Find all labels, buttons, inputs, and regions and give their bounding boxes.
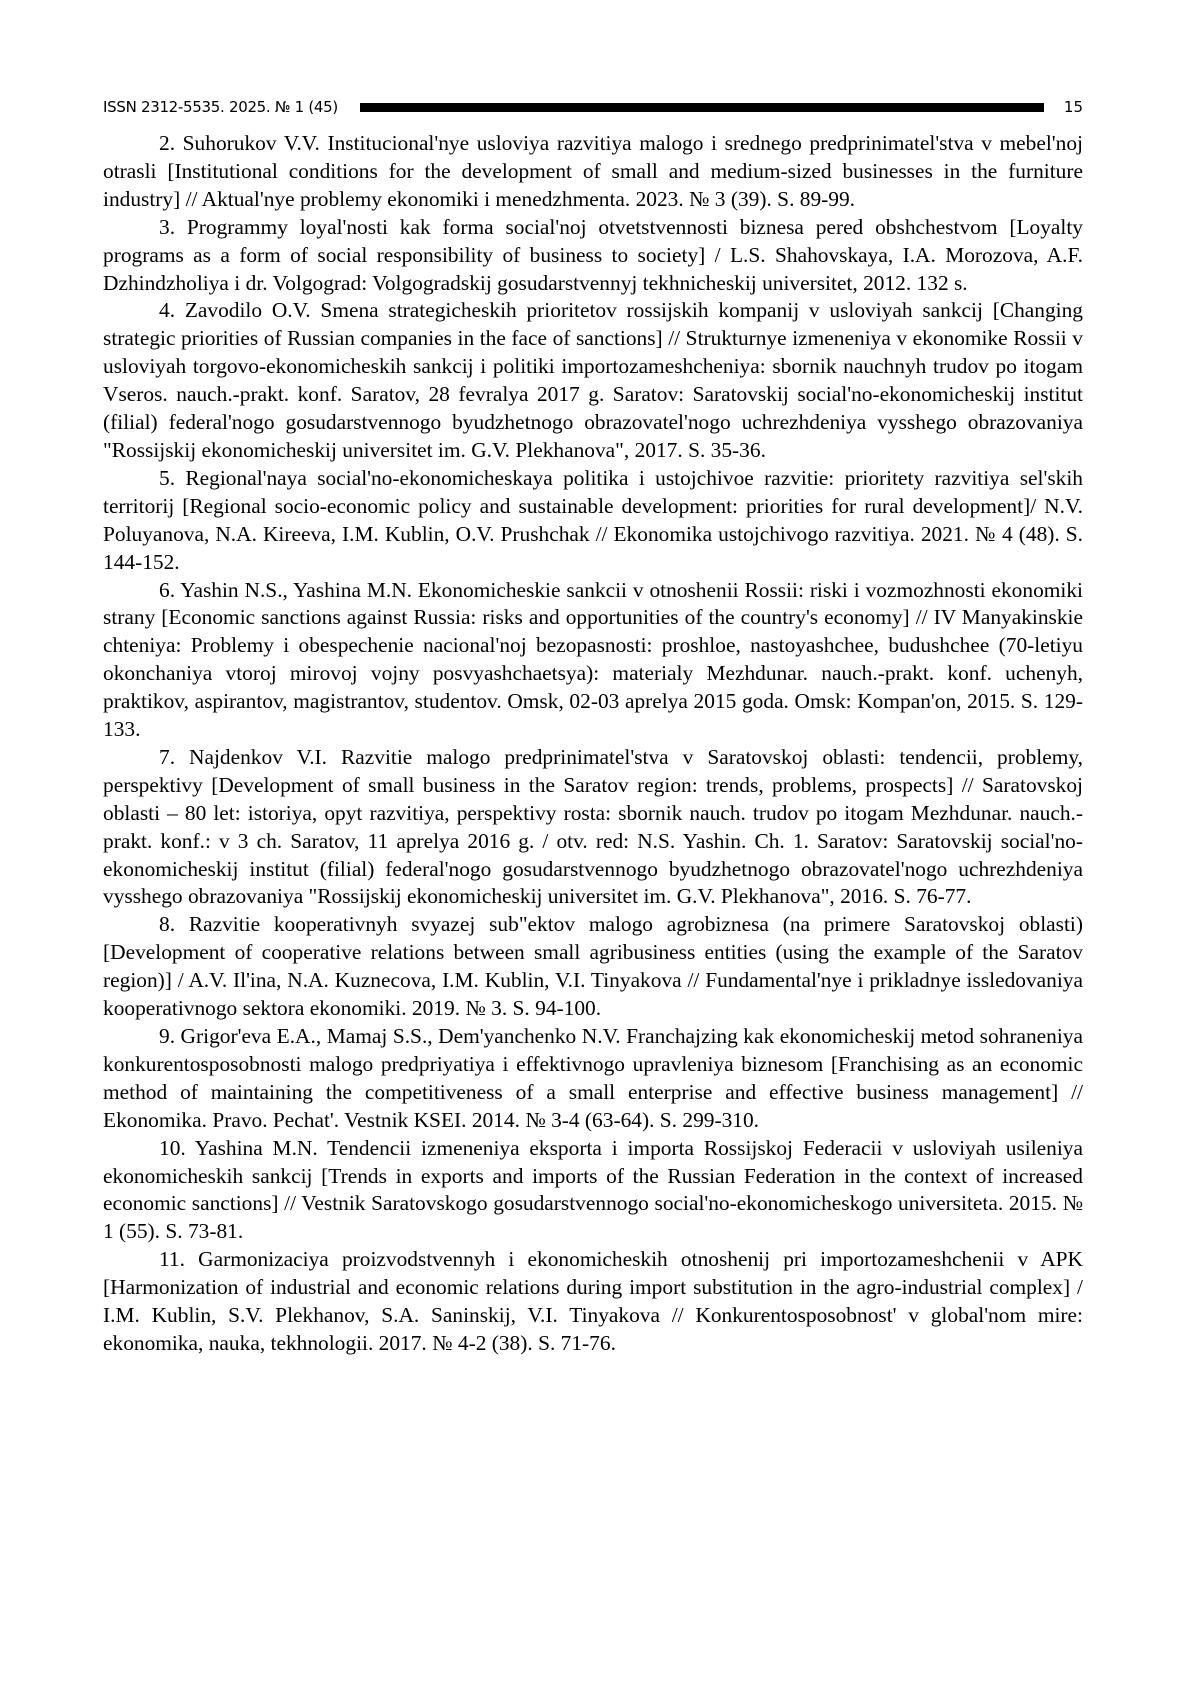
reference-item: 8. Razvitie kooperativnyh svyazej sub"ektov malogo agrobiznesa (na primere Saratovskoj oblasti) [Development of cooperative relations between small agribusiness entities (using the example of the Saratov region)] / A.V. Il'ina, N.A. Kuznecova, I.M. Kublin, V.I. Tinyakova // Fundamental'nye i prikladnye issledovaniya kooperativnogo sektora ekonomiki. 2019. № 3. S. 94-100. bbox=[103, 912, 1083, 1021]
reference-item: 9. Grigor'eva E.A., Mamaj S.S., Dem'yanchenko N.V. Franchajzing kak ekonomicheskij metod sohraneniya konkurentosposobnosti malogo predpriyatiya i effektivnogo upravleniya biznesom [Franchising as an economic method of maintaining the competitiveness of a small enterprise and effective business management] // Ekonomika. Pravo. Pechat'. Vestnik KSEI. 2014. № 3-4 (63-64). S. 299-310. bbox=[103, 1024, 1083, 1132]
page-number: 15 bbox=[1063, 98, 1083, 116]
reference-item: 6. Yashin N.S., Yashina M.N. Ekonomicheskie sankcii v otnoshenii Rossii: riski i vozmozhnosti ekonomiki strany [Economic sanctions against Russia: risks and opportunities of the country's economy] // IV Manyakinskie chteniya: Problemy i obespechenie nacional'noj bezopasnosti: proshloe, nastoyashchee, budushchee (70-letiyu okonchaniya vtoroj mirovoj vojny posvyashchaetsya): materialy Mezhdunar. nauch.-prakt. konf. uchenyh, praktikov, aspirantov, magistrantov, studentov. Omsk, 02-03 aprelya 2015 goda. Omsk: Kompan'on, 2015. S. 129-133. bbox=[103, 577, 1083, 742]
reference-list bbox=[103, 130, 1083, 1358]
header-rule bbox=[360, 103, 1044, 112]
reference-item: 10. Yashina M.N. Tendencii izmeneniya eksporta i importa Rossijskoj Federacii v usloviyah usileniya ekonomicheskih sankcij [Trends in exports and imports of the Russian Federation in the context of increased economic sanctions] // Vestnik Saratovskogo gosudarstvennogo social'no-ekonomicheskogo universiteta. 2015. № 1 (55). S. 73-81. bbox=[103, 1135, 1083, 1244]
reference-item: 11. Garmonizaciya proizvodstvennyh i ekonomicheskih otnoshenij pri importozameshchenii v APK [Harmonization of industrial and economic relations during import substitution in the agro-industrial complex] / I.M. Kublin, S.V. Plekhanov, S.A. Saninskij, V.I. Tinyakova // Konkurentosposobnost' v global'nom mire: ekonomika, nauka, tekhnologii. 2017. № 4-2 (38). S. 71-76. bbox=[103, 1247, 1083, 1355]
reference-item: 2. Suhorukov V.V. Institucional'nye usloviya razvitiya malogo i srednego predprinimatel'stva v mebel'noj otrasli [Institutional conditions for the development of small and medium-sized businesses in the furniture industry] // Aktual'nye problemy ekonomiki i menedzhmenta. 2023. № 3 (39). S. 89-99. bbox=[103, 131, 1083, 211]
reference-item: 7. Najdenkov V.I. Razvitie malogo predprinimatel'stva v Saratovskoj oblasti: tendencii, problemy, perspektivy [Development of small business in the Saratov region: trends, problems, prospects] // Saratovskoj oblasti – 80 let: istoriya, opyt razvitiya, perspektivy rosta: sbornik nauch. trudov po itogam Mezhdunar. nauch.-prakt. konf.: v 3 ch. Saratov, 11 aprelya 2016 g. / otv. red: N.S. Yashin. Ch. 1. Saratov: Saratovskij social'no-ekonomicheskij institut (filial) federal'nogo gosudarstvennogo byudzhetnogo obrazovatel'nogo uchrezhdeniya vysshego obrazovaniya "Rossijskij ekonomicheskij universitet im. G.V. Plekhanova", 2016. S. 76-77. bbox=[103, 744, 1083, 909]
running-header bbox=[103, 95, 1083, 119]
reference-item: 4. Zavodilo O.V. Smena strategicheskih prioritetov rossijskih kompanij v usloviyah sankcij [Changing strategic priorities of Russian companies in the face of sanctions] // Strukturnye izmeneniya v ekonomike Rossii v usloviyah torgovo-ekonomicheskih sankcij i politiki importozameshcheniya: sbornik nauchnyh trudov po itogam Vseros. nauch.-prakt. konf. Saratov, 28 fevralya 2017 g. Saratov: Saratovskij social'no-ekonomicheskij institut (filial) federal'nogo gosudarstvennogo byudzhetnogo obrazovatel'nogo uchrezhdeniya vysshego obrazovaniya "Rossijskij ekonomicheskij universitet im. G.V. Plekhanova", 2017. S. 35-36. bbox=[103, 298, 1083, 462]
reference-item: 3. Programmy loyal'nosti kak forma social'noj otvetstvennosti biznesa pered obshchestvom [Loyalty programs as a form of social responsibility of business to society] / L.S. Shahovskaya, I.A. Morozova, A.F. Dzhindzholiya i dr. Volgograd: Volgogradskij gosudarstvennyj tekhnicheskij universitet, 2012. 132 s. bbox=[103, 214, 1083, 295]
reference-item: 5. Regional'naya social'no-ekonomicheskaya politika i ustojchivoe razvitie: prioritety razvitiya sel'skih territorij [Regional socio-economic policy and sustainable development: priorities for rural development]/ N.V. Poluyanova, N.A. Kireeva, I.M. Kublin, O.V. Prushchak // Ekonomika ustojchivogo razvitiya. 2021. № 4 (48). S. 144-152. bbox=[103, 465, 1083, 574]
journal-issn: ISSN 2312-5535. 2025. № 1 (45) bbox=[103, 98, 338, 116]
